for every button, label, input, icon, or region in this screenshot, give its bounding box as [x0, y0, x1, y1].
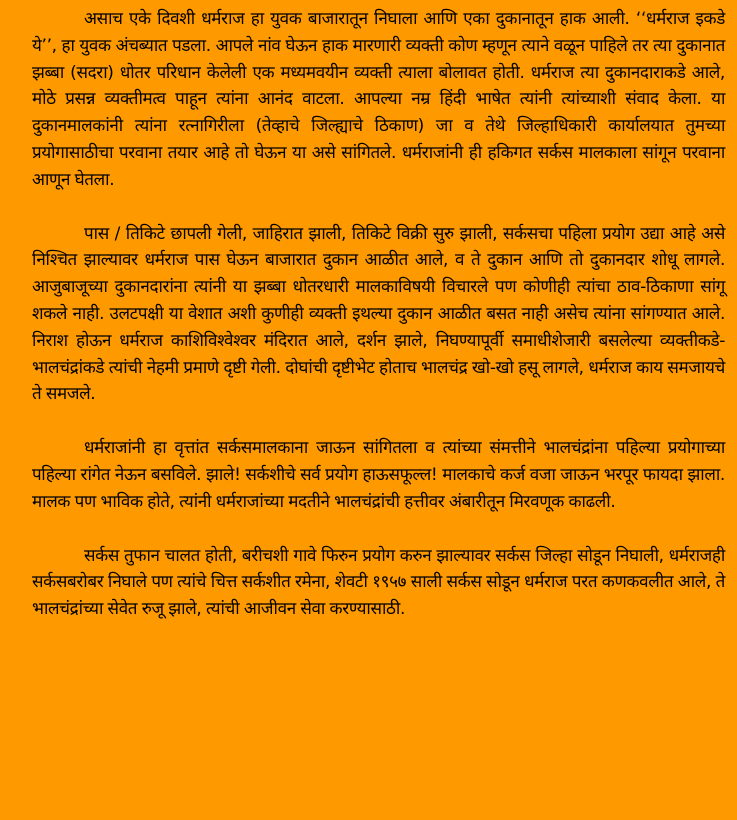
paragraph-license: असाच एके दिवशी धर्मराज हा युवक बाजारातून निघाला आणि एका दुकानातून हाक आली. ‘‘धर्मराज इकडे ये’’, हा युवक अंचब्यात पडला. आपले नांव घेऊन हाक मारणारी व्यक्ती कोण म्हणून त्याने वळून पाहिले तर त्या दुकानात झब्बा (सदरा) धोतर परिधान केलेली एक मध्यमवयीन व्यक्ती त्याला बोलावत होती. धर्मराज त्या दुकानदाराकडे आले, मोठे प्रसन्न व्यक्तीमत्व पाहून त्यांना आनंद वाटला. आपल्या नम्र हिंदी भाषेत त्यांनी त्यांच्याशी संवाद केला. या दुकानमालकांनी त्यांना रत्नागिरीला (तेव्हाचे जिल्ह्याचे ठिकाण) जा व तेथे जिल्हाधिकारी कार्यालयात तुमच्या प्रयोगासाठीचा परवाना तयार आहे तो घेऊन या असे सांगितले. धर्मराजांनी ही हकिगत सर्कस मालकाला सांगून परवाना आणून घेतला. [32, 9, 725, 190]
paragraph-search-shop: पास / तिकिटे छापली गेली, जाहिरात झाली, तिकिटे विक्री सुरु झाली, सर्कसचा पहिला प्रयोग उद्या आहे असे निश्चित झाल्यावर धर्मराज पास घेऊन बाजारात दुकान आळीत आले, व ते दुकान आणि तो दुकानदार शोधू लागले. आजुबाजूच्या दुकानदारांना त्यांनी या झब्बा धोतरधारी मालकाविषयी विचारले पण कोणीही त्यांचा ठाव-ठिकाणा सांगू शकले नाही. उलटपक्षी या वेशात अशी कुणीही व्यक्ती इथल्या दुकान आळीत बसत नाही असेच त्यांना सांगण्यात आले. निराश होऊन धर्मराज काशिविश्वेश्वर मंदिरात आले, दर्शन झाले, निघण्यापूर्वी समाधीशेजारी बसलेल्या व्यक्तीकडे-भालचंद्रांकडे त्यांची नेहमी प्रमाणे दृष्टी गेली. दोघांची दृष्टीभेट होताच भालचंद्र खो-खो हसू लागले, धर्मराज काय समजायचे ते समजले. [32, 223, 725, 405]
paragraph-return-service: सर्कस तुफान चालत होती, बरीचशी गावे फिरुन प्रयोग करुन झाल्यावर सर्कस जिल्हा सोडून निघाली, धर्मराजही सर्कसबरोबर निघाले पण त्यांचे चित्त सर्कशीत रमेना, शेवटी १९५७ साली सर्कस सोडून धर्मराज परत कणकवलीत आले, ते भालचंद्रांच्या सेवेत रुजू झाले, त्यांची आजीवन सेवा करण्यासाठी. [32, 545, 725, 620]
paragraph-circus-success: धर्मराजांनी हा वृत्तांत सर्कसमालकाना जाऊन सांगितला व त्यांच्या संमत्तीने भालचंद्रांना पहिल्या प्रयोगाच्या पहिल्या रांगेत नेऊन बसविले. झाले! सर्कशीचे सर्व प्रयोग हाऊसफूल्ल! मालकाचे कर्ज वजा जाऊन भरपूर फायदा झाला. मालक पण भाविक होते, त्यांनी धर्मराजांच्या मदतीने भालचंद्रांची हत्तीवर अंबारीतून मिरवणूक काढली. [32, 438, 725, 512]
